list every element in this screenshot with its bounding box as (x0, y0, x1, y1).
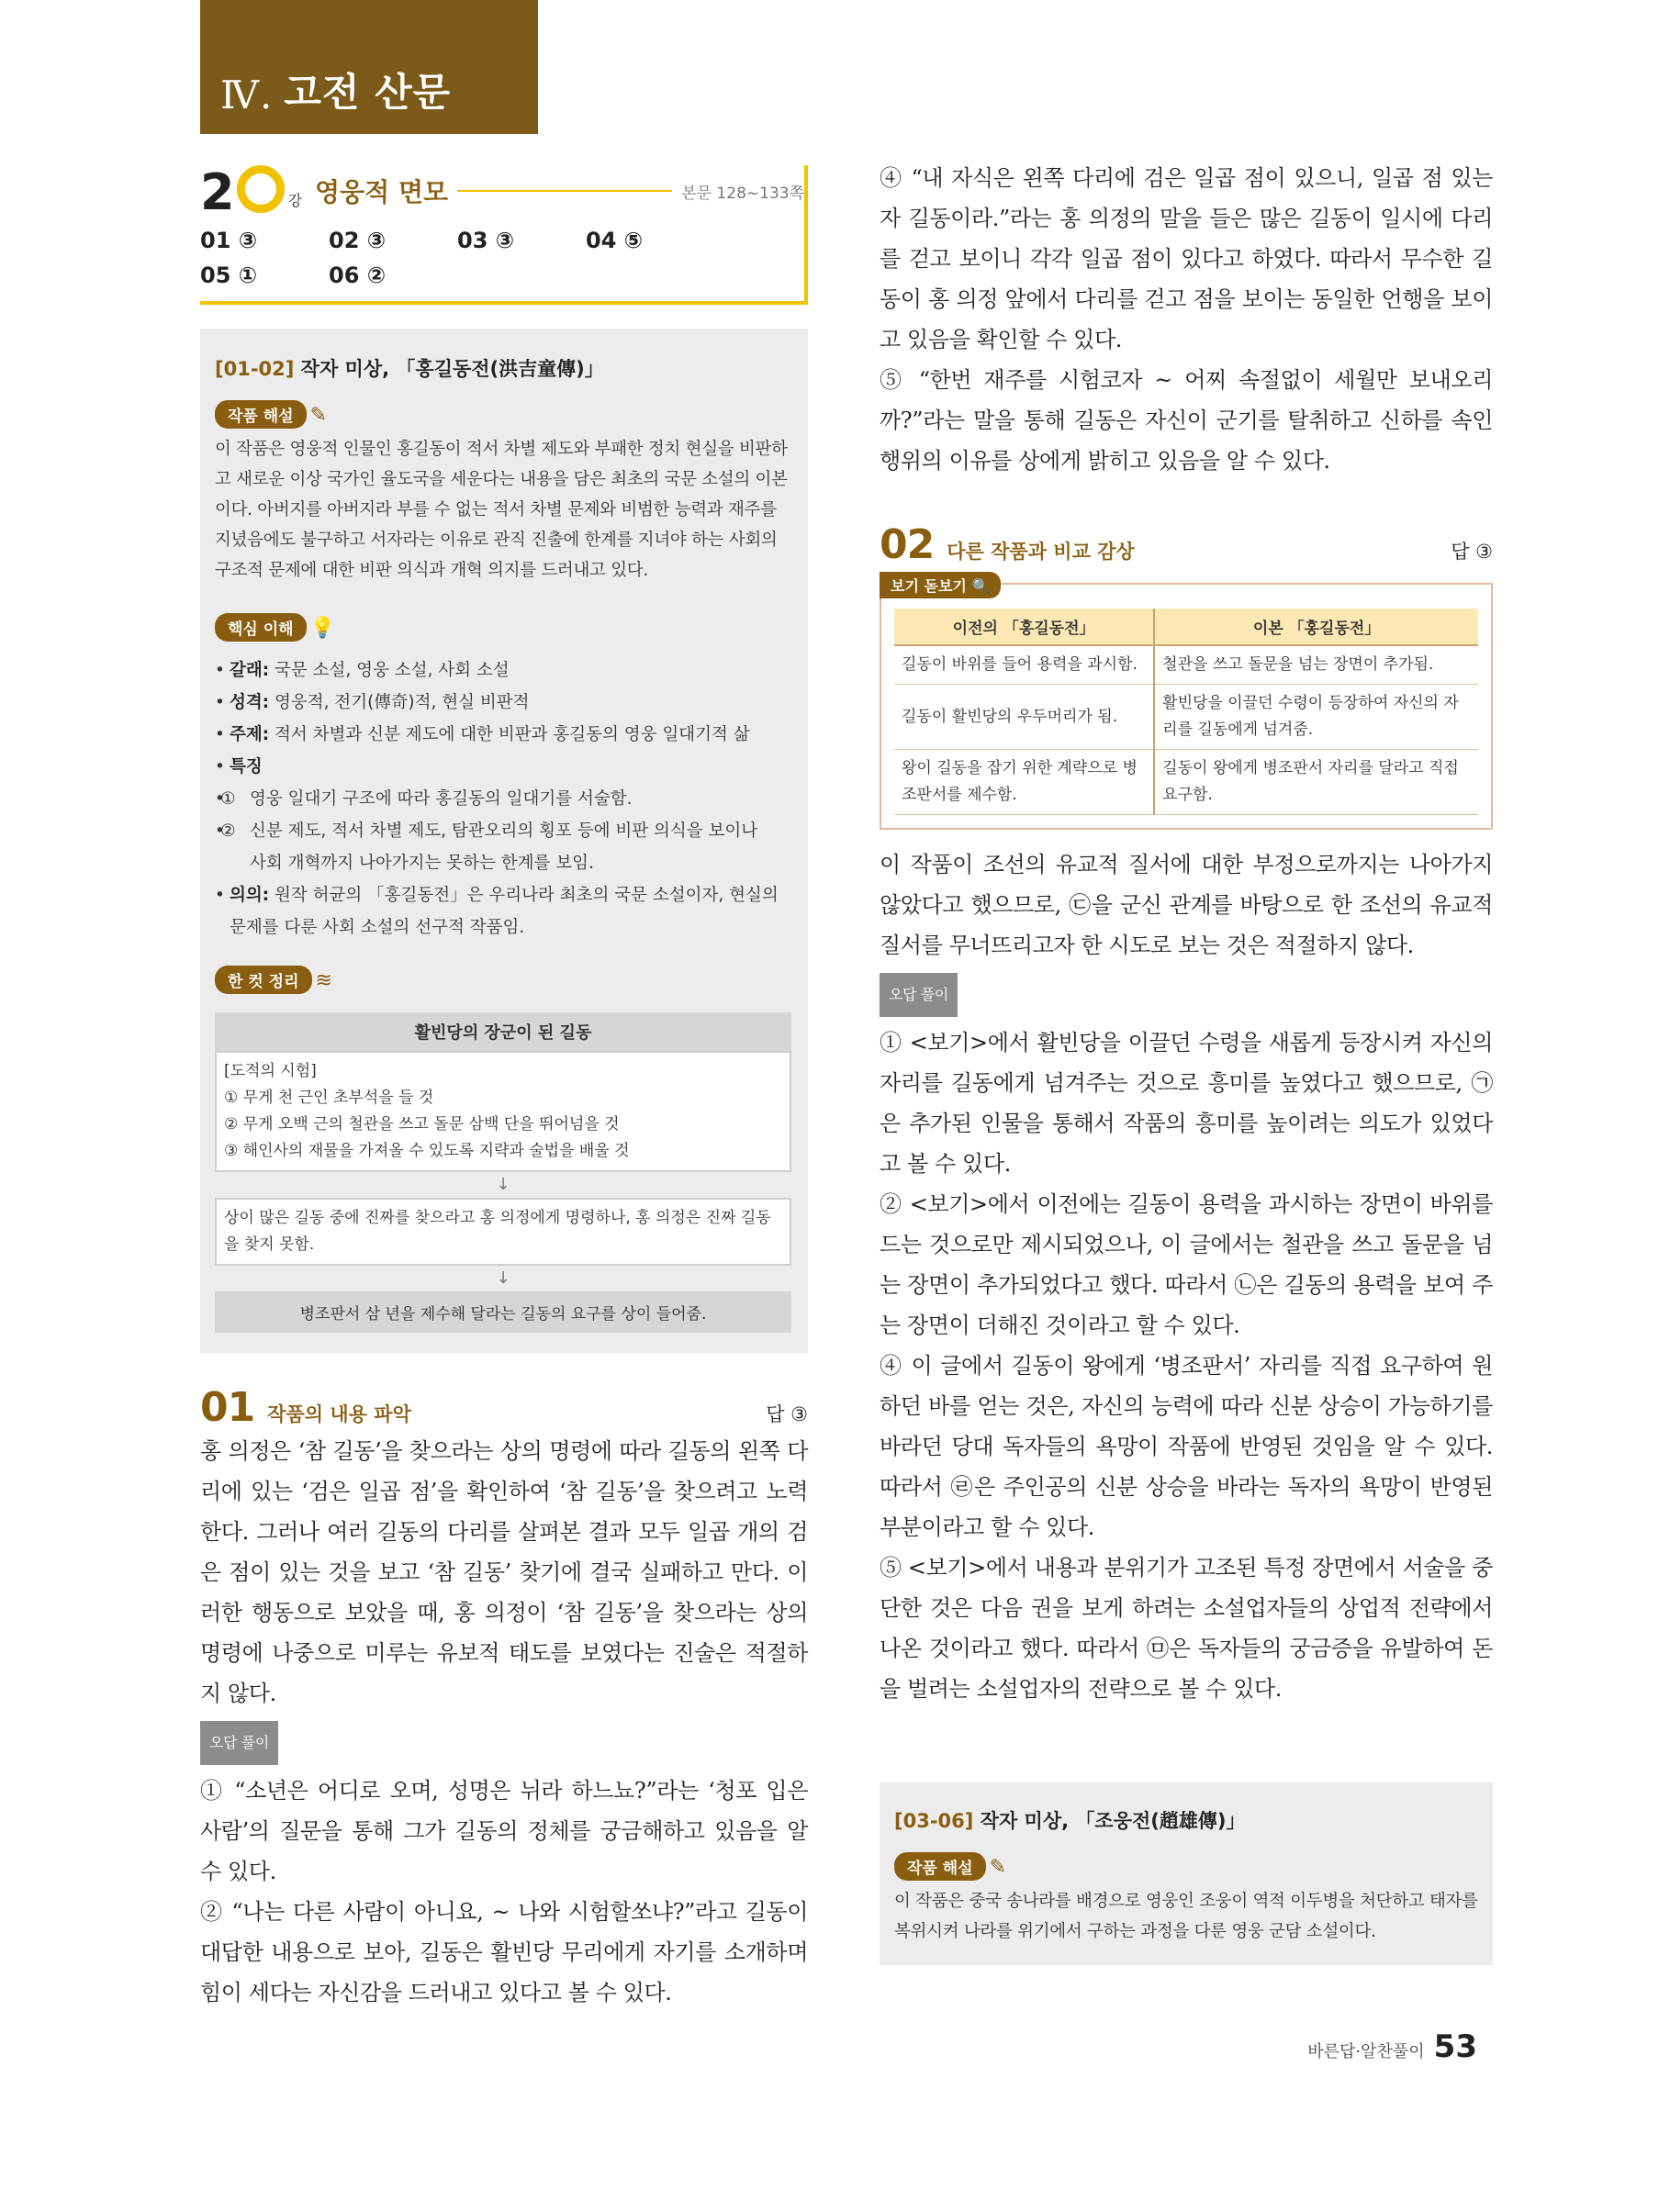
feature-item: • ② 신분 제도, 적서 차별 제도, 탐관오리의 횡포 등에 비판 의식을 보이나 사회 개혁까지 나아가지는 못하는 한계를 보임. (215, 815, 791, 879)
ring-icon (237, 165, 285, 213)
answer-item: 06 ② (329, 263, 387, 288)
table-row: 길동이 활빈당의 우두머리가 됨. 활빈당을 이끌던 수령이 등장하여 자신의 자리를 길동에게 넘겨줌. (894, 685, 1478, 750)
comparison-table (894, 609, 1478, 815)
answer-item: 05 ① (200, 263, 258, 288)
wrong-answer-item: ⑤ “한번 재주를 시험코자 ~ 어찌 속절없이 세월만 보내오리까?”라는 말을 통해 길동은 자신이 군기를 탈취하고 신하를 속인 행위의 이유를 상에게 밝히고 있음을 알 수 있다. (880, 367, 1493, 474)
left-column (200, 162, 808, 2013)
wrong-answer-item: ② <보기>에서 이전에는 길동이 용력을 과시하는 장면이 바위를 드는 것으로만 제시되었으나, 이 글에서는 철관을 쓰고 돌문을 넘는 장면이 추가되었다고 했다. 따라서 ㉡은 길동의 용력을 보여 주는 장면이 더해진 것이라고 할 수 있다. (880, 1191, 1493, 1338)
list-item: • 의의: 원작 허균의 「홍길동전」은 우리나라 최초의 국문 소설이자, 현실의 문제를 다룬 사회 소설의 선구적 작품임. (215, 879, 791, 944)
commentary-text: 이 작품은 영웅적 인물인 홍길동이 적서 차별 제도와 부패한 정치 현실을 비판하고 새로운 이상 국가인 율도국을 세운다는 내용을 담은 최초의 국문 소설의 이본이다. 아버지를 아버지라 부를 수 없는 적서 차별 문제와 비범한 능력과 재주를 지녔음에도 불구하고 서자라는 이유로 관직 진출에 한계를 지녀야 하는 사회의 구조적 문제에 대한 비판 의식과 개혁 의지를 드러내고 있다. (215, 440, 788, 580)
pill-key-understanding: 핵심 이해 (215, 613, 307, 642)
section-title: 고전 산문 (284, 70, 452, 115)
answer-item: 03 ③ (457, 228, 515, 253)
table-row: 왕이 길동을 잡기 위한 계략으로 병조판서를 제수함. 길동이 왕에게 병조판서 자리를 달라고 직접 요구함. (894, 750, 1478, 815)
key-points (215, 654, 791, 944)
question-number: 01 (200, 1384, 255, 1431)
answer-item: 01 ③ (200, 228, 258, 253)
flow-step: 상이 많은 길동 중에 진짜를 찾으라고 홍 의정에게 명령하나, 홍 의정은 진짜 길동을 찾지 못함. (215, 1198, 791, 1266)
wrong-answer-tag: 오답 풀이 (880, 973, 958, 1017)
question-01-continued (880, 158, 1493, 481)
answer-item: 04 ⑤ (586, 228, 644, 253)
source-title: [01-02] 작자 미상, 「홍길동전(洪吉童傳)」 (215, 358, 604, 380)
table-header: 이전의 「홍길동전」 (894, 609, 1154, 645)
wrong-answer-item: ① “소년은 어디로 오며, 성명은 뉘라 하느뇨?”라는 ‘청포 입은 사람’의 질문을 통해 그가 길동의 정체를 궁금해하고 있음을 알 수 있다. (200, 1778, 808, 1884)
pencil-icon: ✎ (989, 1856, 1007, 1879)
question-title: 다른 작품과 비교 감상 (947, 541, 1135, 563)
table-header: 이본 「홍길동전」 (1154, 609, 1478, 645)
question-title: 작품의 내용 파악 (267, 1403, 411, 1425)
lesson-title: 영웅적 면모 (315, 177, 449, 207)
question-01-body (200, 1431, 808, 2013)
work-commentary-box (200, 329, 808, 1353)
list-item: • 주제: 적서 차별과 신분 제도에 대한 비판과 홍길동의 영웅 일대기적 삶 (215, 719, 791, 751)
notes-icon: ≋ (315, 969, 332, 992)
wrong-answer-tag: 오답 풀이 (200, 1721, 278, 1765)
question-01-header (200, 1384, 808, 1431)
work-commentary-box-2 (880, 1782, 1493, 1965)
divider (457, 190, 672, 192)
list-item: • 성격: 영웅적, 전기(傳奇)적, 현실 비판적 (215, 687, 791, 719)
pill-commentary: 작품 해설 (894, 1852, 986, 1881)
flow-title: 활빈당의 장군이 된 길동 (215, 1012, 791, 1051)
magnifier-icon: 🔍 (971, 577, 991, 595)
table-row: 길동이 바위를 들어 용력을 과시함. 철관을 쓰고 돌문을 넘는 장면이 추가됨. (894, 645, 1478, 685)
pencil-icon: ✎ (309, 404, 328, 427)
answer-item: 02 ③ (329, 228, 387, 253)
explanation-text: 홍 의정은 ‘참 길동’을 찾으라는 상의 명령에 따라 길동의 왼쪽 다리에 있는 ‘검은 일곱 점’을 확인하여 ‘참 길동’을 찾으려고 노력한다. 그러나 여러 길동의 다리를 살펴본 결과 모두 일곱 개의 검은 점이 있는 것을 보고 ‘참 길동’ 찾기에 결국 실패하고 만다. 이러한 행동으로 보았을 때, 홍 의정이 ‘참 길동’을 찾으라는 상의 명령에 나중으로 미루는 유보적 태도를 보였다는 진술은 적절하지 않다. (200, 1438, 808, 1706)
section-roman: Ⅳ. (220, 73, 274, 117)
lesson-answer-box (200, 162, 808, 305)
question-number: 02 (880, 521, 935, 568)
pill-commentary: 작품 해설 (215, 400, 307, 429)
wrong-answer-item: ④ “내 자식은 왼쪽 다리에 검은 일곱 점이 있으니, 일곱 점 있는 자 길동이라.”라는 홍 의정의 말을 들은 많은 길동이 일시에 다리를 걷고 보이니 각각 일곱 점이 있다고 하였다. 따라서 무수한 길동이 홍 의정 앞에서 다리를 걷고 점을 보이는 동일한 언행을 보이고 있음을 확인할 수 있다. (880, 165, 1493, 352)
list-item: • 갈래: 국문 소설, 영웅 소설, 사회 소설 (215, 654, 791, 687)
wrong-answer-item: ① <보기>에서 활빈당을 이끌던 수령을 새롭게 등장시켜 자신의 자리를 길동에게 넘겨주는 것으로 흥미를 높였다고 했으므로, ㉠은 추가된 인물을 통해서 작품의 흥미를 높이려는 의도가 있었다고 볼 수 있다. (880, 1030, 1493, 1177)
wrong-answer-item: ② “나는 다른 사람이 아니요, ~ 나와 시험할쏘냐?”라고 길동이 대답한 내용으로 보아, 길동은 활빈당 무리에게 자기를 소개하며 힘이 세다는 자신감을 드러내고 있다고 볼 수 있다. (200, 1899, 808, 2005)
pill-summary: 한 컷 정리 (215, 966, 312, 994)
feature-item: • ① 영웅 일대기 구조에 따라 홍길동의 일대기를 서술함. (215, 783, 791, 815)
question-02-body (880, 844, 1493, 1709)
question-answer: 답 ③ (766, 1403, 808, 1425)
right-column (880, 158, 1493, 1965)
lesson-gang: 강 (287, 191, 303, 209)
question-answer: 답 ③ (1451, 541, 1493, 563)
arrow-down-icon: ↓ (496, 1175, 510, 1194)
footer-text: 바른답·알찬풀이 (1307, 2042, 1425, 2061)
page-number: 53 (1433, 2028, 1477, 2065)
list-item: • 특징 (215, 751, 791, 783)
lightbulb-icon: 💡 (309, 617, 336, 640)
page-footer (1307, 2028, 1477, 2065)
bogi-tag: 보기 돋보기 🔍 (880, 572, 1001, 598)
wrong-answer-item: ④ 이 글에서 길동이 왕에게 ‘병조판서’ 자리를 직접 요구하여 원하던 바를 얻는 것은, 자신의 능력에 따라 신분 상승이 가능하기를 바라던 당대 독자들의 욕망이 작품에 반영된 것임을 알 수 있다. 따라서 ㉣은 주인공의 신분 상승을 바라는 독자의 욕망이 반영된 부분이라고 할 수 있다. (880, 1353, 1493, 1540)
source-title: [03-06] 작자 미상, 「조웅전(趙雄傳)」 (894, 1810, 1246, 1832)
bogi-box (880, 577, 1493, 830)
question-02-header (880, 521, 1493, 568)
page-reference: 본문 128~133쪽 (681, 184, 804, 203)
lesson-number: 2 (200, 165, 285, 218)
section-header (200, 0, 538, 134)
explanation-text: 이 작품이 조선의 유교적 질서에 대한 부정으로까지는 나아가지 않았다고 했으므로, ㉢을 군신 관계를 바탕으로 한 조선의 유교적 질서를 무너뜨리고자 한 시도로 보는 것은 적절하지 않다. (880, 852, 1493, 958)
flow-step: [도적의 시험] ① 무게 천 근인 초부석을 들 것 ② 무게 오백 근의 철관을 쓰고 돌문 삼백 단을 뛰어넘을 것 ③ 해인사의 재물을 가져올 수 있도록 지략과 술법을 배울 것 (215, 1051, 791, 1172)
arrow-down-icon: ↓ (496, 1268, 510, 1288)
wrong-answer-item: ⑤ <보기>에서 내용과 분위기가 고조된 특정 장면에서 서술을 중단한 것은 다음 권을 보게 하려는 소설업자들의 상업적 전략에서 나온 것이라고 했다. 따라서 ㉤은 독자들의 궁금증을 유발하여 돈을 벌려는 소설업자의 전략으로 볼 수 있다. (880, 1555, 1493, 1702)
answer-list (200, 228, 804, 297)
flow-result: 병조판서 삼 년을 제수해 달라는 길동의 요구를 상이 들어줌. (215, 1291, 791, 1333)
commentary-text: 이 작품은 중국 송나라를 배경으로 영웅인 조웅이 역적 이두병을 처단하고 태자를 복위시켜 나라를 위기에서 구하는 과정을 다룬 영웅 군담 소설이다. (894, 1892, 1478, 1941)
